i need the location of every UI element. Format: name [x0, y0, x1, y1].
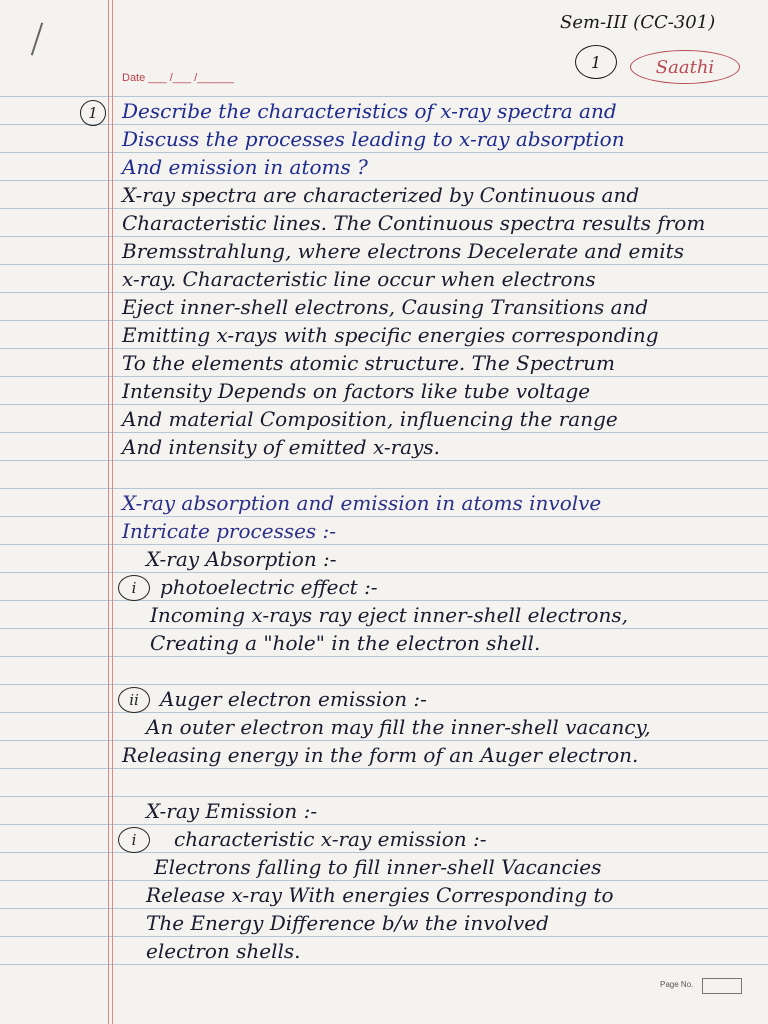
ruled-line — [0, 96, 768, 97]
page-no-box — [702, 978, 742, 994]
ruled-line — [0, 488, 768, 489]
emission-i-line: Electrons falling to fill inner-shell Vacancies — [154, 855, 602, 879]
answer-line: Intensity Depends on factors like tube voltage — [122, 379, 591, 403]
answer-line: Eject inner-shell electrons, Causing Transitions and — [122, 295, 649, 319]
item-i-title: photoelectric effect :- — [160, 575, 378, 599]
processes-intro-line: Intricate processes :- — [122, 519, 337, 543]
ruled-line — [0, 180, 768, 181]
item-ii-marker — [118, 687, 150, 713]
item-i-line: Creating a "hole" in the electron shell. — [150, 631, 541, 655]
ruled-line — [0, 964, 768, 965]
pencil-mark — [31, 23, 43, 56]
ruled-line — [0, 936, 768, 937]
answer-line: Emitting x-rays with specific energies corresponding — [122, 323, 659, 347]
ruled-line — [0, 796, 768, 797]
ruled-line — [0, 516, 768, 517]
emission-heading: X-ray Emission :- — [146, 799, 318, 823]
answer-line: And intensity of emitted x-rays. — [122, 435, 441, 459]
item-ii-line: Releasing energy in the form of an Auger electron. — [122, 743, 639, 767]
ruled-line — [0, 152, 768, 153]
ruled-line — [0, 292, 768, 293]
ruled-line — [0, 908, 768, 909]
ruled-line — [0, 656, 768, 657]
ruled-line — [0, 208, 768, 209]
ruled-line — [0, 880, 768, 881]
answer-line: x-ray. Characteristic line occur when electrons — [122, 267, 596, 291]
page-number-circle — [575, 45, 617, 79]
page-number: 1 — [590, 52, 602, 72]
ruled-line — [0, 712, 768, 713]
brand-logo — [630, 50, 740, 84]
answer-line: Bremsstrahlung, where electrons Decelerate and emits — [122, 239, 684, 263]
answer-line: Characteristic lines. The Continuous spectra results from — [122, 211, 706, 235]
ruled-line — [0, 348, 768, 349]
question-line: And emission in atoms ? — [122, 155, 368, 179]
ruled-line — [0, 404, 768, 405]
emission-i-line: The Energy Difference b/w the involved — [146, 911, 549, 935]
question-line: Discuss the processes leading to x-ray absorption — [122, 127, 625, 151]
ruled-line — [0, 768, 768, 769]
ruled-line — [0, 852, 768, 853]
item-i-marker-text: i — [131, 579, 137, 597]
item-ii-line: An outer electron may fill the inner-shell vacancy, — [146, 715, 651, 739]
answer-line: To the elements atomic structure. The Spectrum — [122, 351, 615, 375]
ruled-line — [0, 740, 768, 741]
page-no-label: Page No. — [660, 980, 694, 989]
ruled-line — [0, 684, 768, 685]
ruled-line — [0, 572, 768, 573]
ruled-line — [0, 824, 768, 825]
ruled-line — [0, 124, 768, 125]
semester-label: Sem-III (CC-301) — [560, 12, 716, 33]
ruled-line — [0, 544, 768, 545]
question-number — [80, 100, 106, 126]
question-number-text: 1 — [88, 104, 98, 122]
item-i-marker — [118, 575, 150, 601]
question-line: Describe the characteristics of x-ray spectra and — [122, 99, 617, 123]
emission-i-title: characteristic x-ray emission :- — [174, 827, 487, 851]
absorption-heading: X-ray Absorption :- — [146, 547, 337, 571]
answer-line: And material Composition, influencing the range — [122, 407, 618, 431]
item-ii-marker-text: ii — [129, 691, 139, 709]
ruled-line — [0, 236, 768, 237]
emission-i-marker-text: i — [131, 831, 137, 849]
answer-line: X-ray spectra are characterized by Continuous and — [122, 183, 640, 207]
date-label: Date ___ /___ /______ — [122, 72, 234, 84]
ruled-line — [0, 376, 768, 377]
processes-intro-line: X-ray absorption and emission in atoms involve — [122, 491, 602, 515]
ruled-line — [0, 628, 768, 629]
emission-i-line: Release x-ray With energies Corresponding to — [146, 883, 614, 907]
ruled-line — [0, 460, 768, 461]
ruled-line — [0, 264, 768, 265]
ruled-line — [0, 320, 768, 321]
emission-i-marker — [118, 827, 150, 853]
margin-line — [108, 0, 109, 1024]
ruled-line — [0, 432, 768, 433]
ruled-line — [0, 600, 768, 601]
emission-i-line: electron shells. — [146, 939, 301, 963]
brand-name: Saathi — [655, 56, 715, 78]
margin-line — [112, 0, 113, 1024]
item-ii-title: Auger electron emission :- — [160, 687, 427, 711]
item-i-line: Incoming x-rays ray eject inner-shell electrons, — [150, 603, 628, 627]
